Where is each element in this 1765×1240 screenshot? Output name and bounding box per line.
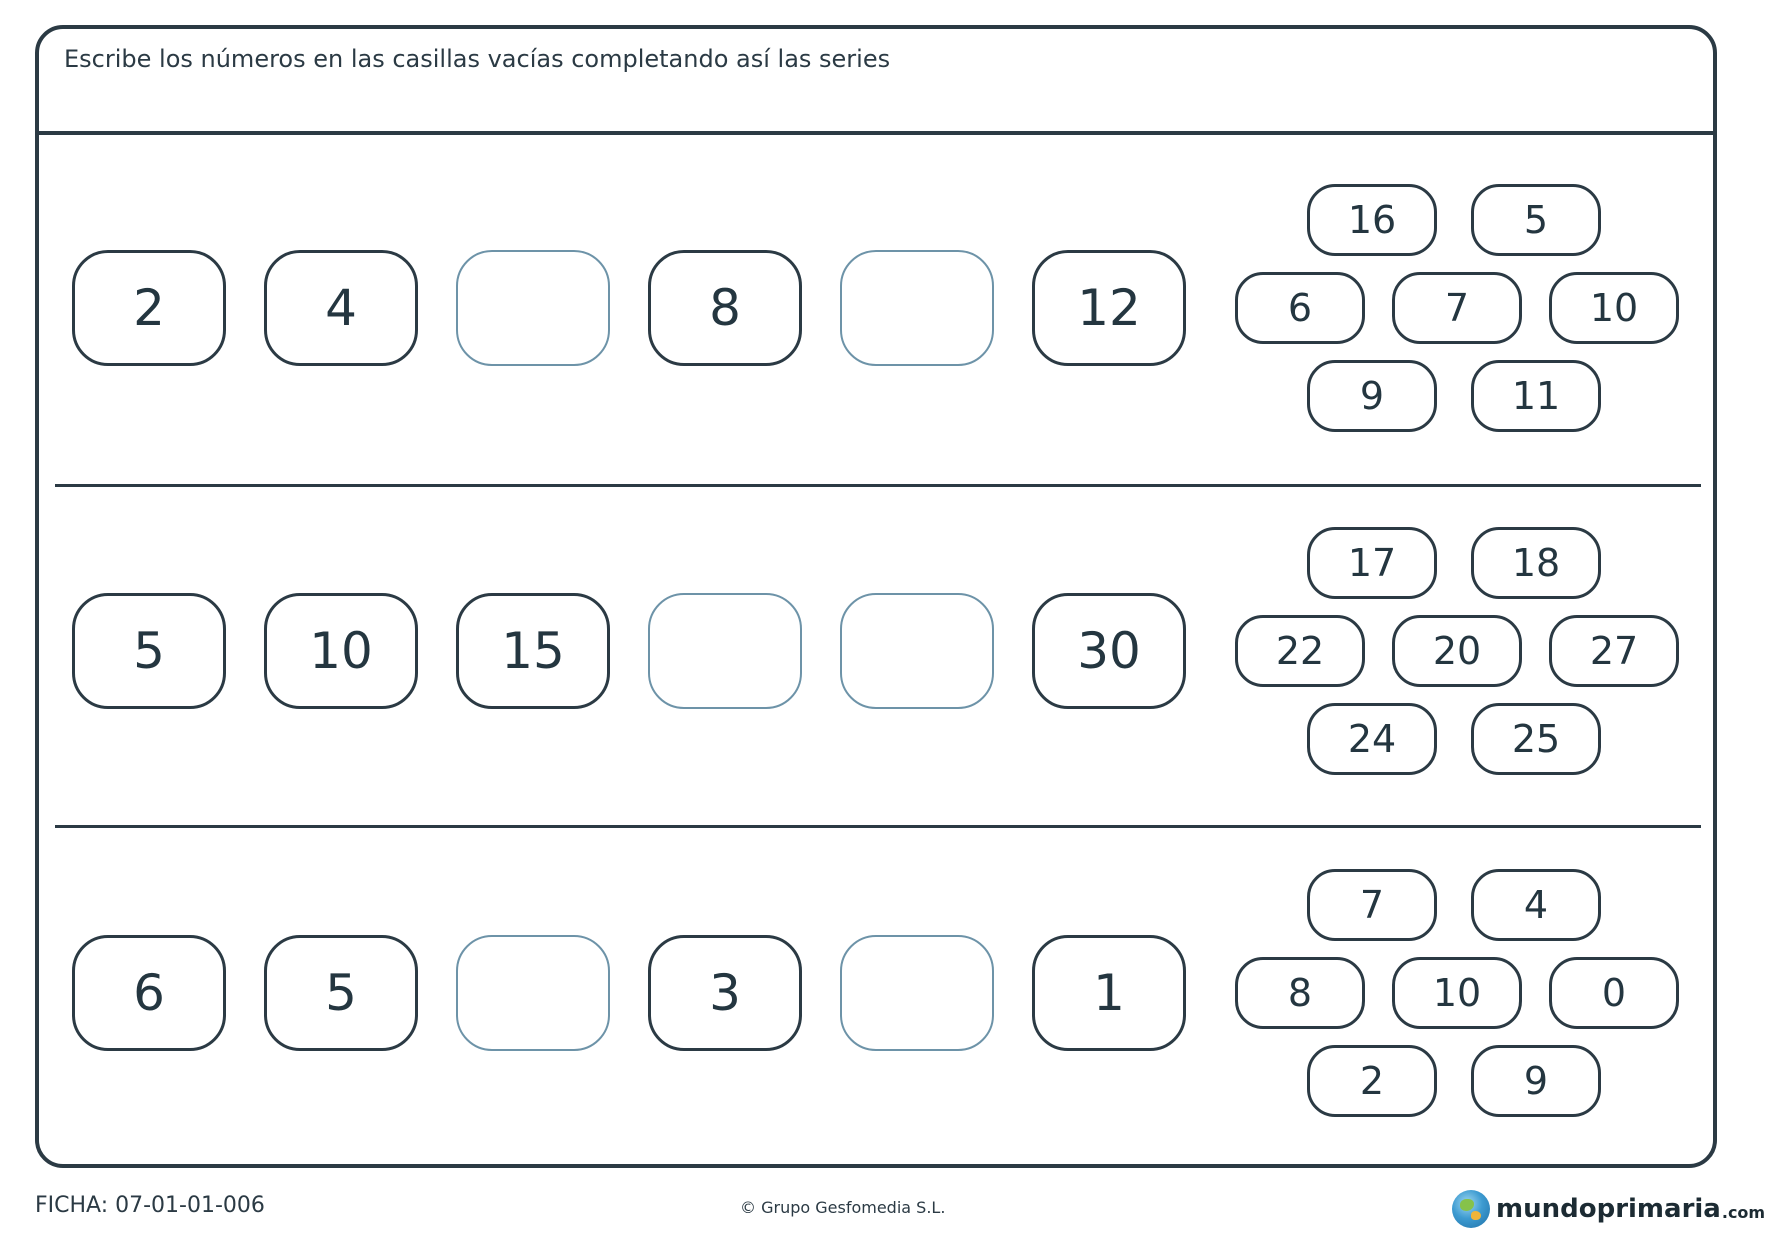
sequence-box: 8 bbox=[648, 250, 802, 366]
option-tile[interactable]: 20 bbox=[1392, 615, 1522, 687]
answer-blank[interactable] bbox=[648, 593, 802, 709]
option-tile[interactable]: 17 bbox=[1307, 527, 1437, 599]
option-tile[interactable]: 6 bbox=[1235, 272, 1365, 344]
sequence-box: 6 bbox=[72, 935, 226, 1051]
option-tile[interactable]: 10 bbox=[1549, 272, 1679, 344]
option-tile[interactable]: 7 bbox=[1307, 869, 1437, 941]
answer-blank[interactable] bbox=[840, 250, 994, 366]
option-tile[interactable]: 5 bbox=[1471, 184, 1601, 256]
option-tile[interactable]: 25 bbox=[1471, 703, 1601, 775]
globe-icon bbox=[1452, 1190, 1490, 1228]
answer-blank[interactable] bbox=[456, 250, 610, 366]
option-tile[interactable]: 22 bbox=[1235, 615, 1365, 687]
logo-wordmark: mundoprimaria bbox=[1496, 1194, 1721, 1224]
option-tile[interactable]: 8 bbox=[1235, 957, 1365, 1029]
option-tile[interactable]: 7 bbox=[1392, 272, 1522, 344]
worksheet-code: FICHA: 07-01-01-006 bbox=[35, 1193, 265, 1218]
answer-blank[interactable] bbox=[840, 935, 994, 1051]
sequence-box: 12 bbox=[1032, 250, 1186, 366]
answer-blank[interactable] bbox=[456, 935, 610, 1051]
option-tile[interactable]: 27 bbox=[1549, 615, 1679, 687]
option-tile[interactable]: 24 bbox=[1307, 703, 1437, 775]
sequence-box: 1 bbox=[1032, 935, 1186, 1051]
option-tile[interactable]: 9 bbox=[1307, 360, 1437, 432]
row-divider bbox=[55, 825, 1701, 828]
sequence-box: 15 bbox=[456, 593, 610, 709]
option-tile[interactable]: 2 bbox=[1307, 1045, 1437, 1117]
sequence-box: 5 bbox=[72, 593, 226, 709]
option-tile[interactable]: 4 bbox=[1471, 869, 1601, 941]
row-divider bbox=[55, 484, 1701, 487]
copyright-text: © Grupo Gesfomedia S.L. bbox=[740, 1198, 946, 1217]
sequence-box: 30 bbox=[1032, 593, 1186, 709]
option-tile[interactable]: 10 bbox=[1392, 957, 1522, 1029]
sequence-box: 10 bbox=[264, 593, 418, 709]
logo-domain-suffix: .com bbox=[1721, 1202, 1765, 1222]
site-logo[interactable] bbox=[1452, 1188, 1765, 1230]
header-divider bbox=[35, 131, 1717, 135]
sequence-box: 4 bbox=[264, 250, 418, 366]
option-tile[interactable]: 9 bbox=[1471, 1045, 1601, 1117]
option-tile[interactable]: 11 bbox=[1471, 360, 1601, 432]
option-tile[interactable]: 18 bbox=[1471, 527, 1601, 599]
sequence-box: 5 bbox=[264, 935, 418, 1051]
option-tile[interactable]: 0 bbox=[1549, 957, 1679, 1029]
instruction-text: Escribe los números en las casillas vacías completando así las series bbox=[64, 45, 891, 73]
answer-blank[interactable] bbox=[840, 593, 994, 709]
option-tile[interactable]: 16 bbox=[1307, 184, 1437, 256]
sequence-box: 2 bbox=[72, 250, 226, 366]
sequence-box: 3 bbox=[648, 935, 802, 1051]
